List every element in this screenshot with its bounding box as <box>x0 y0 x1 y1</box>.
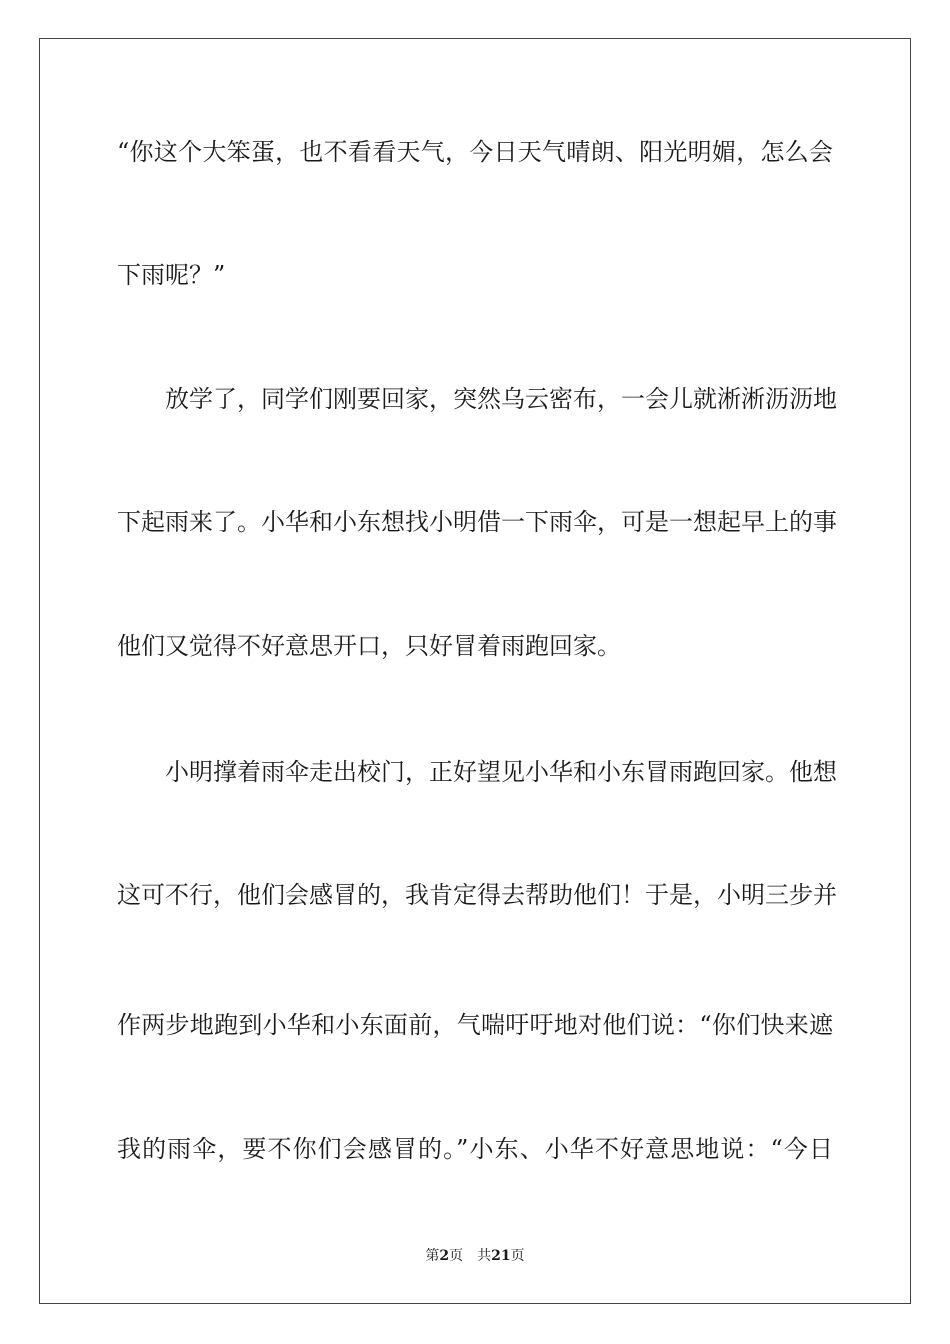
text-line-9: 我的雨伞，要不你们会感冒的。”小东、小华不好意思地说：“今日 <box>117 1135 833 1163</box>
text-line-7: 这可不行，他们会感冒的，我肯定得去帮助他们！于是，小明三步并 <box>117 881 837 909</box>
text-line-1: “你这个大笨蛋，也不看看天气，今日天气晴朗、阳光明媚，怎么会 <box>117 138 833 166</box>
footer-page-prefix: 第 <box>425 1248 440 1264</box>
footer-total-prefix: 共 <box>477 1248 492 1264</box>
text-line-5: 他们又觉得不好意思开口，只好冒着雨跑回家。 <box>117 632 621 660</box>
footer-page-suffix: 页 <box>449 1248 464 1264</box>
page-border <box>39 38 911 1304</box>
footer-page-total: 21 <box>491 1248 511 1264</box>
page-footer <box>0 1247 950 1265</box>
text-line-4: 下起雨来了。小华和小东想找小明借一下雨伞，可是一想起早上的事 <box>117 508 837 536</box>
text-line-8: 作两步地跑到小华和小东面前，气喘吁吁地对他们说：“你们快来遮 <box>117 1011 833 1039</box>
text-line-6: 小明撑着雨伞走出校门，正好望见小华和小东冒雨跑回家。他想 <box>165 758 837 786</box>
footer-total-suffix: 页 <box>510 1248 525 1264</box>
text-line-3: 放学了，同学们刚要回家，突然乌云密布，一会儿就淅淅沥沥地 <box>165 385 837 413</box>
text-line-2: 下雨呢？” <box>117 261 226 289</box>
footer-page-current: 2 <box>439 1248 450 1264</box>
